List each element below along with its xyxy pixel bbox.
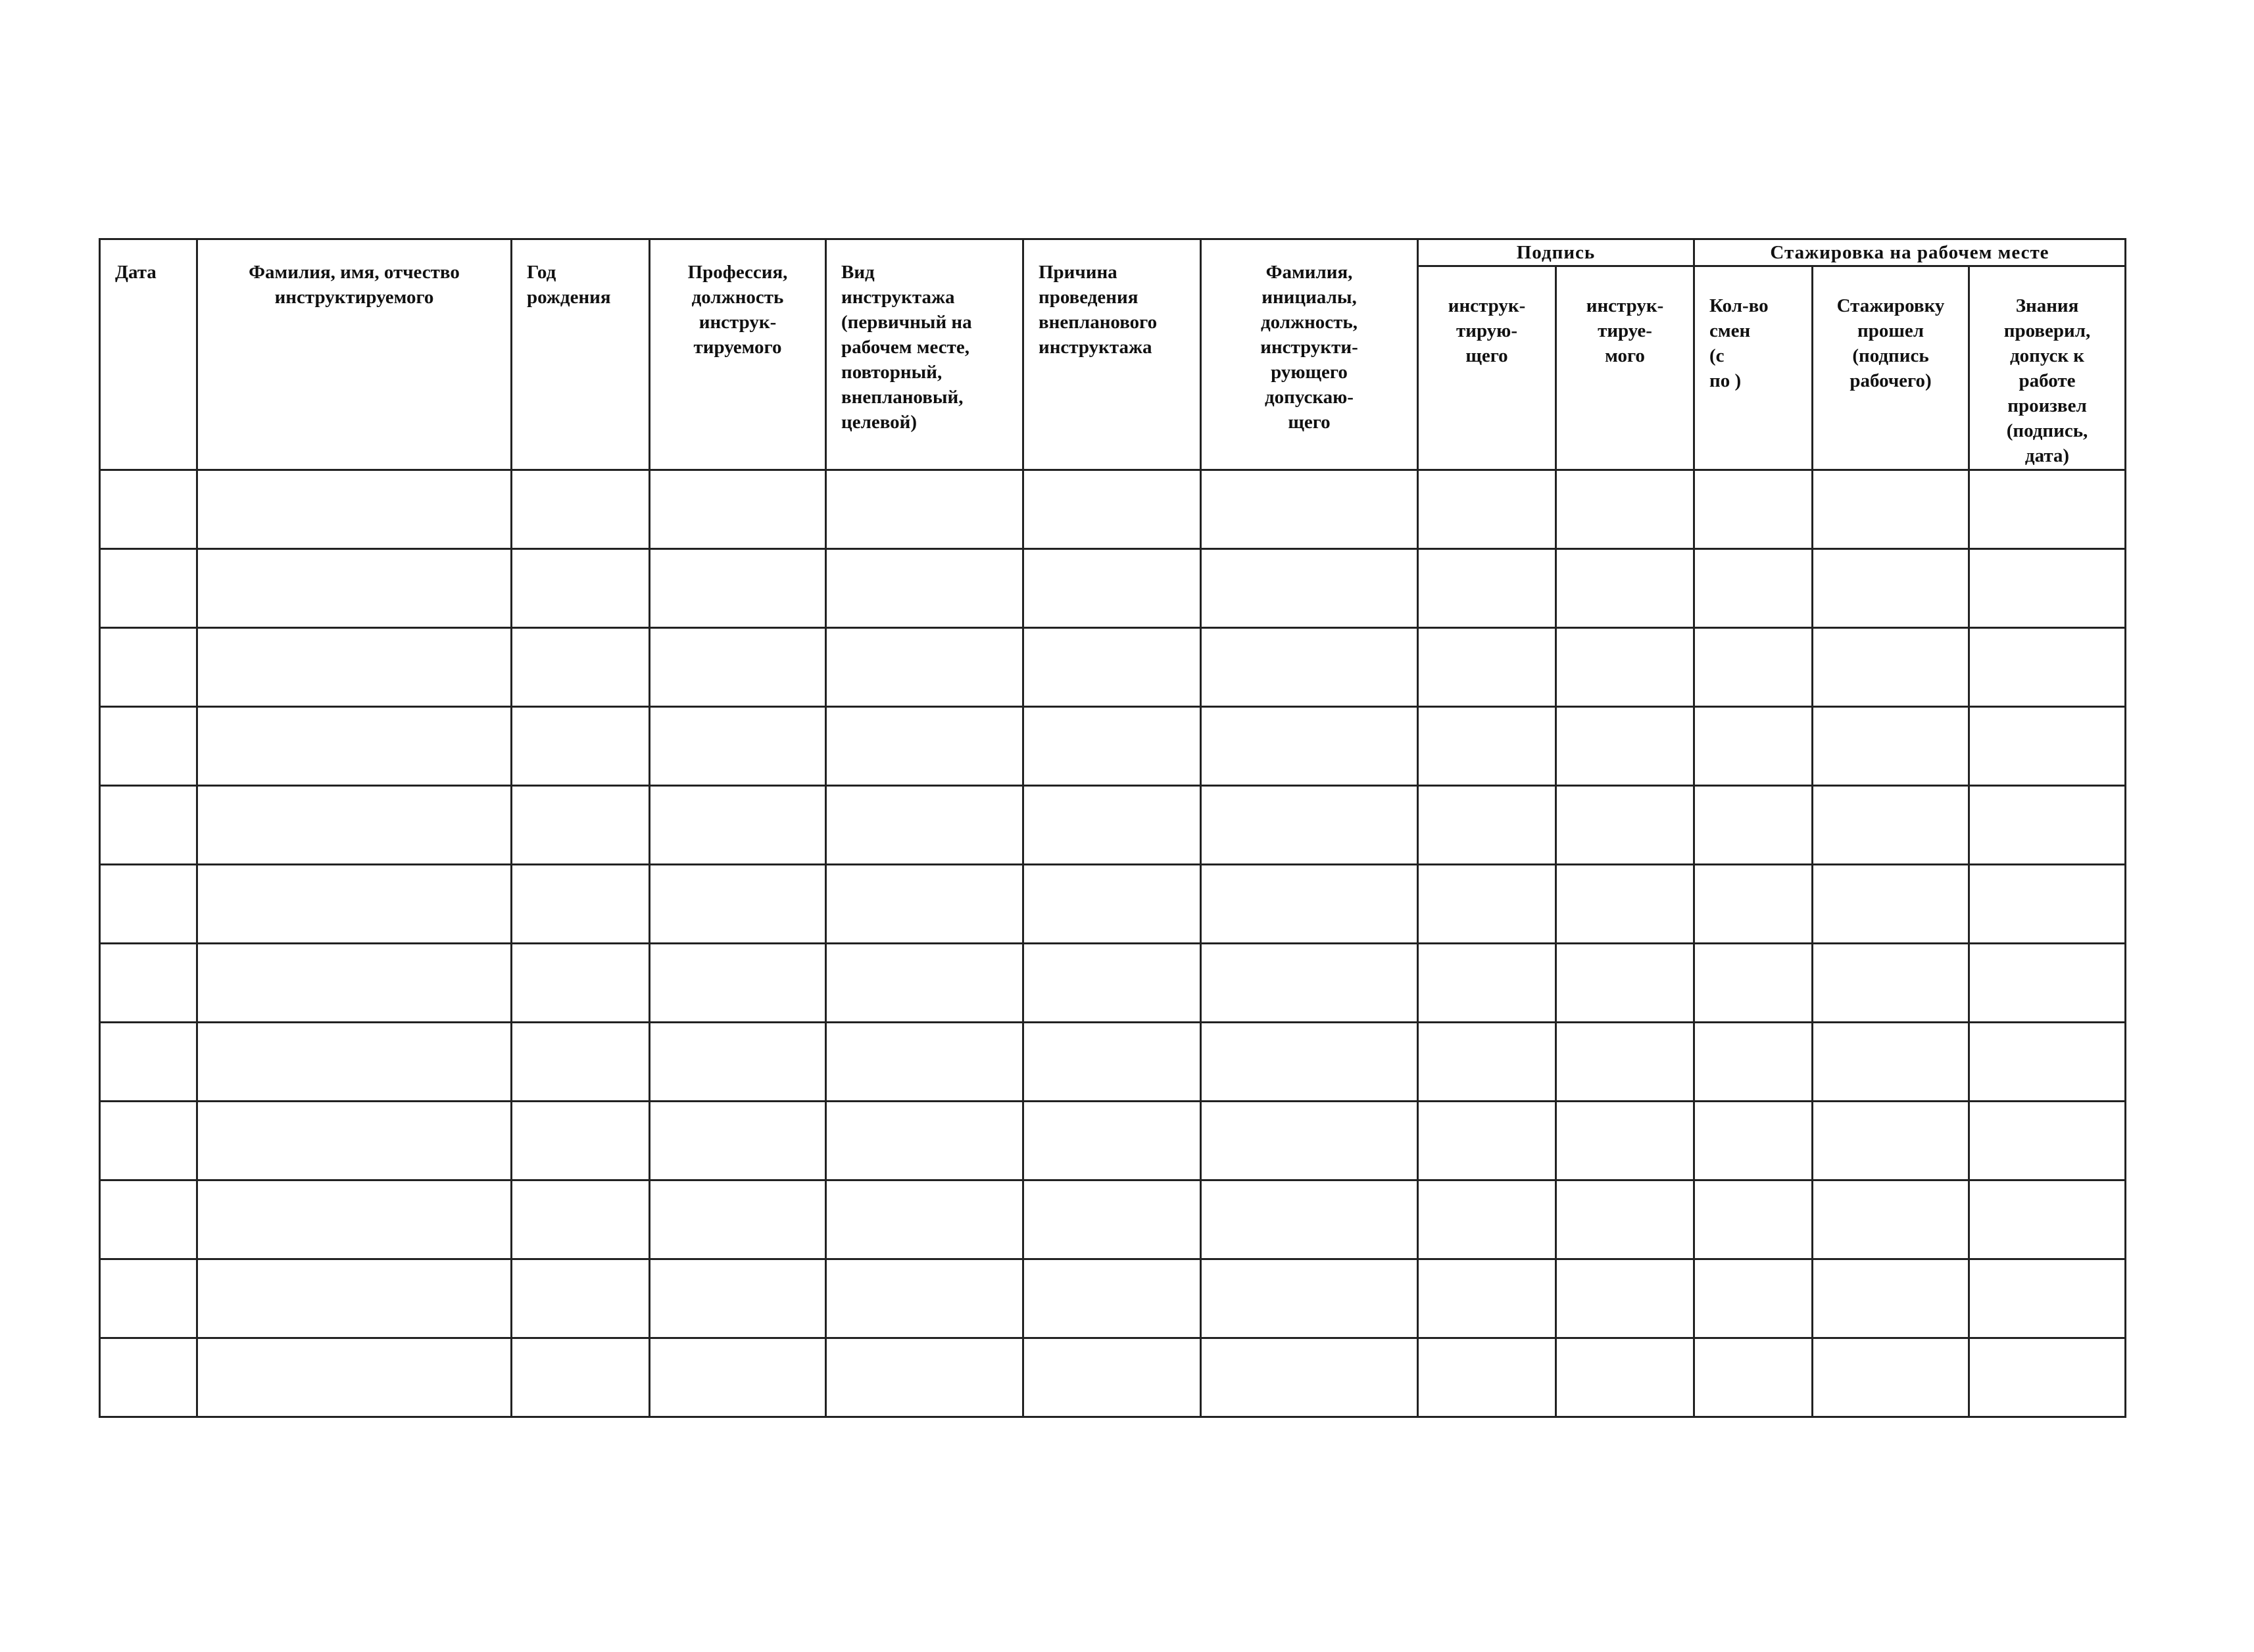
table-cell	[1813, 944, 1969, 1023]
table-cell	[1694, 786, 1813, 865]
table-cell	[1969, 470, 2126, 549]
table-cell	[1023, 549, 1201, 628]
table-cell	[100, 1102, 197, 1180]
table-cell	[1694, 1023, 1813, 1102]
table-cell	[1694, 628, 1813, 707]
table-cell	[1556, 707, 1694, 786]
table-row	[100, 1180, 2126, 1259]
table-cell	[1023, 944, 1201, 1023]
table-cell	[1556, 1338, 1694, 1417]
table-cell	[1556, 786, 1694, 865]
table-cell	[1418, 944, 1556, 1023]
table-cell	[1023, 865, 1201, 944]
table-cell	[1813, 1259, 1969, 1338]
table-cell	[1813, 549, 1969, 628]
table-cell	[1201, 1102, 1418, 1180]
table-cell	[1813, 470, 1969, 549]
table-cell	[1418, 1023, 1556, 1102]
table-cell	[1023, 1338, 1201, 1417]
table-cell	[100, 1259, 197, 1338]
table-cell	[650, 1023, 826, 1102]
table-cell	[1813, 1338, 1969, 1417]
table-cell	[512, 470, 650, 549]
table-cell	[100, 865, 197, 944]
table-cell	[512, 1023, 650, 1102]
table-cell	[512, 786, 650, 865]
table-cell	[1023, 470, 1201, 549]
table-cell	[100, 1023, 197, 1102]
table-cell	[1694, 865, 1813, 944]
header-instructor: Фамилия, инициалы, должность, инструкти- рующего допускаю- щего	[1201, 239, 1418, 470]
table-cell	[1969, 1102, 2126, 1180]
table-row	[100, 470, 2126, 549]
table-cell	[100, 549, 197, 628]
table-cell	[1418, 865, 1556, 944]
table-cell	[650, 707, 826, 786]
table-row	[100, 1102, 2126, 1180]
table-cell	[100, 944, 197, 1023]
table-cell	[1694, 1338, 1813, 1417]
table-cell	[197, 470, 512, 549]
table-cell	[1813, 707, 1969, 786]
table-cell	[197, 786, 512, 865]
table-cell	[650, 628, 826, 707]
table-cell	[1023, 628, 1201, 707]
table-cell	[1418, 1259, 1556, 1338]
table-cell	[826, 1338, 1023, 1417]
table-cell	[1556, 628, 1694, 707]
table-cell	[1813, 1102, 1969, 1180]
header-internship-completed: Стажировку прошел (подпись рабочего)	[1813, 266, 1969, 470]
table-cell	[1694, 470, 1813, 549]
table-row	[100, 1023, 2126, 1102]
table-cell	[197, 1023, 512, 1102]
table-cell	[1556, 1102, 1694, 1180]
table-cell	[512, 707, 650, 786]
table-cell	[1813, 628, 1969, 707]
header-signature-instructor: инструк- тирую- щего	[1418, 266, 1556, 470]
table-cell	[1201, 549, 1418, 628]
table-cell	[650, 786, 826, 865]
table-cell	[1201, 1023, 1418, 1102]
table-cell	[1418, 1338, 1556, 1417]
table-cell	[826, 1023, 1023, 1102]
table-cell	[512, 628, 650, 707]
table-cell	[1969, 786, 2126, 865]
table-cell	[1201, 865, 1418, 944]
table-cell	[1201, 707, 1418, 786]
table-cell	[100, 1338, 197, 1417]
table-cell	[197, 1259, 512, 1338]
table-cell	[1023, 1259, 1201, 1338]
table-cell	[1201, 1180, 1418, 1259]
header-unscheduled-reason: Причина проведения внепланового инструктажа	[1023, 239, 1201, 470]
table-cell	[650, 470, 826, 549]
table-cell	[512, 1180, 650, 1259]
table-cell	[1694, 1102, 1813, 1180]
table-row	[100, 1259, 2126, 1338]
table-cell	[1023, 707, 1201, 786]
table-cell	[1694, 549, 1813, 628]
table-cell	[1694, 707, 1813, 786]
table-cell	[1418, 1102, 1556, 1180]
table-cell	[650, 1259, 826, 1338]
table-cell	[197, 549, 512, 628]
table-cell	[650, 1180, 826, 1259]
table-cell	[1418, 786, 1556, 865]
table-cell	[197, 1180, 512, 1259]
table-cell	[1418, 628, 1556, 707]
table-cell	[1418, 707, 1556, 786]
briefing-journal-table	[99, 238, 2126, 1418]
table-cell	[1813, 1023, 1969, 1102]
table-cell	[1023, 1180, 1201, 1259]
table-cell	[1023, 1023, 1201, 1102]
table-cell	[100, 628, 197, 707]
header-shift-count: Кол-во смен (с по )	[1694, 266, 1813, 470]
table-cell	[1556, 1180, 1694, 1259]
table-cell	[100, 470, 197, 549]
table-cell	[1201, 786, 1418, 865]
table-row	[100, 865, 2126, 944]
table-row	[100, 549, 2126, 628]
table-cell	[197, 865, 512, 944]
table-cell	[1694, 944, 1813, 1023]
header-knowledge-checked: Знания проверил, допуск к работе произвел (подпись, дата)	[1969, 266, 2126, 470]
table-cell	[650, 1338, 826, 1417]
table-cell	[1969, 944, 2126, 1023]
table-cell	[1969, 1180, 2126, 1259]
table-cell	[826, 707, 1023, 786]
table-cell	[100, 1180, 197, 1259]
table-cell	[512, 944, 650, 1023]
table-cell	[1418, 470, 1556, 549]
table-cell	[1201, 944, 1418, 1023]
table-cell	[512, 1338, 650, 1417]
table-cell	[826, 549, 1023, 628]
table-row	[100, 628, 2126, 707]
table-cell	[1201, 628, 1418, 707]
table-body	[100, 470, 2126, 1417]
table-cell	[1556, 1023, 1694, 1102]
table-cell	[1969, 549, 2126, 628]
table-cell	[826, 1259, 1023, 1338]
table-cell	[1694, 1180, 1813, 1259]
table-cell	[826, 1180, 1023, 1259]
table-cell	[1556, 549, 1694, 628]
table-cell	[1556, 865, 1694, 944]
table-cell	[1556, 944, 1694, 1023]
header-internship-group: Стажировка на рабочем месте	[1694, 239, 2126, 266]
table-cell	[650, 549, 826, 628]
table-cell	[1969, 628, 2126, 707]
table-cell	[1969, 865, 2126, 944]
table-cell	[1201, 1259, 1418, 1338]
table-cell	[1201, 470, 1418, 549]
header-profession: Профессия, должность инструк- тируемого	[650, 239, 826, 470]
table-cell	[650, 865, 826, 944]
table-row	[100, 707, 2126, 786]
table-cell	[1813, 865, 1969, 944]
table-row	[100, 944, 2126, 1023]
table-cell	[512, 865, 650, 944]
table-cell	[1969, 1259, 2126, 1338]
table-cell	[197, 628, 512, 707]
header-birth-year: Год рождения	[512, 239, 650, 470]
table-row	[100, 1338, 2126, 1417]
table-cell	[1813, 1180, 1969, 1259]
table-cell	[826, 786, 1023, 865]
table-cell	[1556, 470, 1694, 549]
table-cell	[100, 707, 197, 786]
table-cell	[826, 865, 1023, 944]
table-cell	[826, 944, 1023, 1023]
table-cell	[1969, 1338, 2126, 1417]
table-row	[100, 786, 2126, 865]
table-cell	[512, 1102, 650, 1180]
header-full-name: Фамилия, имя, отчество инструктируемого	[197, 239, 512, 470]
table-cell	[197, 944, 512, 1023]
table-cell	[1969, 707, 2126, 786]
table-header	[100, 239, 2126, 470]
table-cell	[100, 786, 197, 865]
table-cell	[197, 1338, 512, 1417]
table-cell	[1418, 549, 1556, 628]
table-cell	[1418, 1180, 1556, 1259]
table-cell	[1556, 1259, 1694, 1338]
table-cell	[1813, 786, 1969, 865]
header-date: Дата	[100, 239, 197, 470]
header-signature-instructed: инструк- тируе- мого	[1556, 266, 1694, 470]
table-cell	[1694, 1259, 1813, 1338]
table-cell	[650, 1102, 826, 1180]
table-cell	[826, 628, 1023, 707]
table-cell	[826, 470, 1023, 549]
table-cell	[1969, 1023, 2126, 1102]
table-cell	[650, 944, 826, 1023]
header-signature-group: Подпись	[1418, 239, 1694, 266]
table-cell	[512, 549, 650, 628]
table-cell	[512, 1259, 650, 1338]
table-cell	[1023, 1102, 1201, 1180]
table-cell	[1023, 786, 1201, 865]
table-cell	[197, 1102, 512, 1180]
table-cell	[197, 707, 512, 786]
table-cell	[1201, 1338, 1418, 1417]
header-briefing-type: Вид инструктажа (первичный на рабочем месте, повторный, внеплановый, целевой)	[826, 239, 1023, 470]
table-cell	[826, 1102, 1023, 1180]
